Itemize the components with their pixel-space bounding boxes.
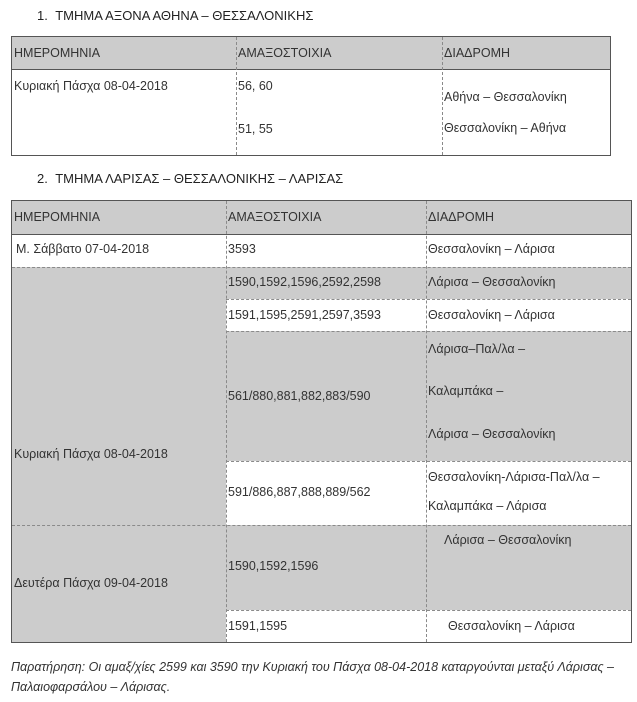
section-1-number: 1. [37, 8, 48, 23]
table-larisa-thessaloniki [11, 200, 632, 643]
route-cell-line: Θεσσαλονίκη-Λάρισα-Παλ/λα – [428, 470, 600, 484]
section-2-number: 2. [37, 171, 48, 186]
row-divider [12, 525, 631, 526]
date-cell: Κυριακή Πάσχα 08-04-2018 [14, 79, 168, 93]
train-cell: 591/886,887,888,889/562 [228, 485, 371, 499]
date-cell: Δευτέρα Πάσχα 09-04-2018 [14, 576, 168, 590]
row-divider [12, 267, 631, 268]
row-divider [226, 610, 631, 611]
date-cell: Μ. Σάββατο 07-04-2018 [16, 242, 150, 256]
column-divider [236, 37, 237, 155]
route-cell: Θεσσαλονίκη – Λάρισα [448, 619, 575, 633]
header-route: ΔΙΑΔΡΟΜΗ [444, 46, 511, 60]
train-cell: 51, 55 [238, 122, 273, 136]
route-cell: Θεσσαλονίκη – Λάρισα [428, 242, 555, 256]
section-1-heading [37, 8, 313, 23]
row-divider [226, 299, 631, 300]
route-cell-line: Καλαμπάκα – [428, 384, 504, 398]
route-cell: Λάρισα – Θεσσαλονίκη [428, 275, 556, 289]
table-athens-thessaloniki [11, 36, 611, 156]
train-cell: 1590,1592,1596 [228, 559, 319, 573]
route-cell-line: Καλαμπάκα – Λάρισα [428, 499, 547, 513]
route-cell-line: Λάρισα – Θεσσαλονίκη [428, 427, 556, 441]
column-divider [442, 37, 443, 155]
route-cell: Λάρισα – Θεσσαλονίκη [444, 533, 572, 547]
column-divider [226, 201, 227, 642]
train-cell: 3593 [228, 242, 256, 256]
route-cell: Θεσσαλονίκη – Λάρισα [428, 308, 555, 322]
route-cell: Θεσσαλονίκη – Αθήνα [444, 121, 567, 135]
train-cell: 1591,1595,2591,2597,3593 [228, 308, 381, 322]
table-header-row [12, 201, 631, 234]
note-text: : Οι αμαξ/χίες 2599 και 3590 την Κυριακή του Πάσχα 08-04-2018 καταργούνται μεταξύ Λάρισας – Παλαιοφαρσάλου – Λάρισας. [11, 660, 614, 694]
row-divider [226, 331, 631, 332]
train-cell: 561/880,881,882,883/590 [228, 389, 371, 403]
header-date: ΗΜΕΡΟΜΗΝΙΑ [14, 210, 101, 224]
train-cell: 56, 60 [238, 79, 273, 93]
header-train: ΑΜΑΞΟΣΤΟΙΧΙΑ [228, 210, 322, 224]
header-date: ΗΜΕΡΟΜΗΝΙΑ [14, 46, 101, 60]
train-cell: 1591,1595 [228, 619, 288, 633]
header-route: ΔΙΑΔΡΟΜΗ [428, 210, 495, 224]
row-divider [226, 461, 631, 462]
note-label: Παρατήρηση [11, 660, 82, 674]
header-train: ΑΜΑΞΟΣΤΟΙΧΙΑ [238, 46, 332, 60]
note-paragraph [11, 657, 631, 697]
train-cell: 1590,1592,1596,2592,2598 [228, 275, 381, 289]
date-cell: Κυριακή Πάσχα 08-04-2018 [14, 447, 168, 461]
section-2-title: ΤΜΗΜΑ ΛΑΡΙΣΑΣ – ΘΕΣΣΑΛΟΝΙΚΗΣ – ΛΑΡΙΣΑΣ [55, 171, 344, 186]
section-1-title: ΤΜΗΜΑ ΑΞΟΝΑ ΑΘΗΝΑ – ΘΕΣΣΑΛΟΝΙΚΗΣ [55, 8, 314, 23]
section-2-heading [37, 171, 343, 186]
route-cell-line: Λάρισα–Παλ/λα – [428, 342, 526, 356]
column-divider [426, 201, 427, 642]
route-cell: Αθήνα – Θεσσαλονίκη [444, 90, 567, 104]
row-divider [12, 234, 631, 235]
